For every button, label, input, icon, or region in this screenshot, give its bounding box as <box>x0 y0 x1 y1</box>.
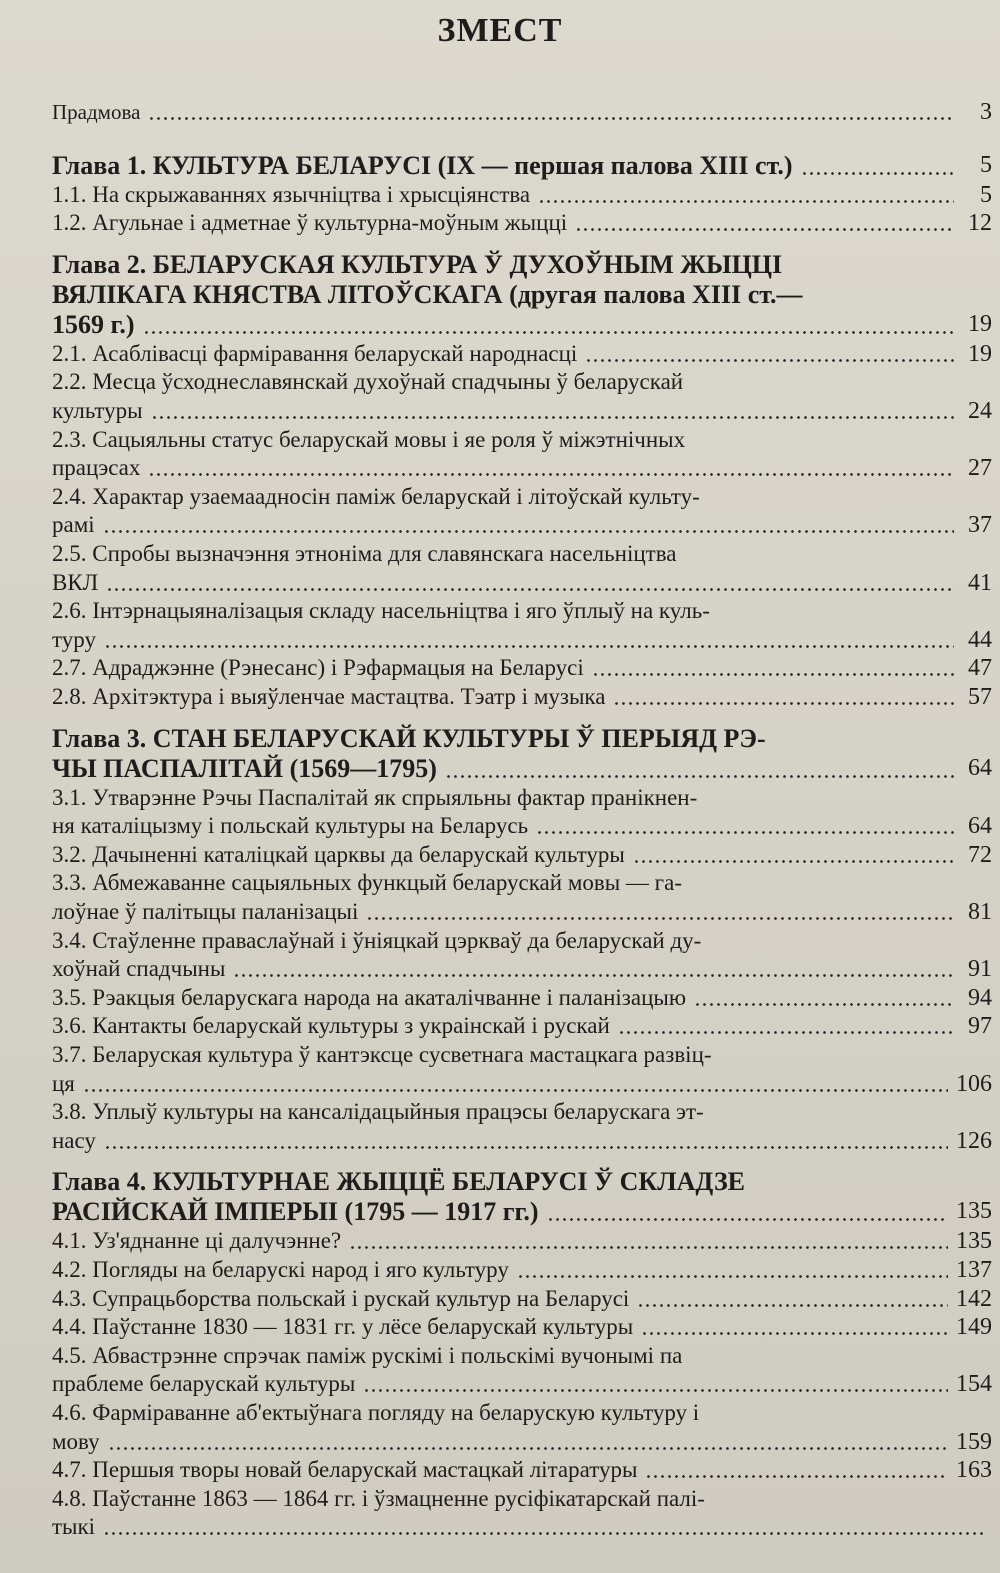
toc-line-text: 3.8. Уплыў культуры на кансалідацыйныя працэсы беларускага эт- <box>52 1099 704 1125</box>
toc-line-text: 4.4. Паўстанне 1830 — 1831 гг. у лёсе беларускай культуры <box>52 1314 634 1340</box>
page-number: 19 <box>968 310 992 337</box>
toc-line <box>52 1167 992 1197</box>
dot-leader <box>148 473 954 476</box>
dot-leader <box>585 359 954 362</box>
page-number: 24 <box>968 398 992 424</box>
toc-line-text: 1.2. Агульнае і адметнае ў культурна-моўным жыцці <box>52 210 568 236</box>
dot-leader <box>575 228 954 231</box>
toc-line <box>52 511 992 539</box>
toc-line-text: 3.3. Абмежаванне сацыяльных функцый беларускай мовы — га- <box>52 870 682 896</box>
toc-line <box>52 955 992 983</box>
dot-leader <box>536 831 954 834</box>
dot-leader <box>641 1332 948 1335</box>
page-number: 64 <box>968 754 992 781</box>
toc-line-text: культуры <box>52 398 143 423</box>
dot-leader <box>143 331 954 334</box>
dot-leader <box>104 1146 948 1149</box>
toc-line <box>52 1041 992 1069</box>
page-number: 106 <box>956 1070 992 1097</box>
dot-leader <box>103 530 954 533</box>
toc-line <box>52 654 992 682</box>
toc-line-text: 2.1. Асаблівасці фарміравання беларускай народнасці <box>52 340 578 366</box>
toc-line-text: 4.2. Погляды на беларускі народ і яго культуру <box>52 1257 509 1282</box>
page-number: 64 <box>968 813 992 840</box>
dot-leader <box>233 974 954 977</box>
toc-line <box>52 280 992 310</box>
toc-line-text: 4.5. Абвастрэнне спрэчак паміж рускімі і польскімі вучонымі па <box>52 1342 683 1368</box>
toc-line <box>52 1227 992 1255</box>
toc-line <box>52 1197 992 1227</box>
toc-line <box>52 1098 992 1126</box>
toc-line-text: 1.1. На скрыжаваннях язычніцтва і хрысціянства <box>52 181 531 207</box>
dot-leader <box>547 1218 948 1221</box>
toc-line-text: 3.5. Рэакцыя беларускага народа на акаталічванне і паланізацыю <box>52 984 687 1010</box>
dot-leader <box>633 860 954 863</box>
page-number: 72 <box>968 841 992 868</box>
toc-line <box>52 927 992 955</box>
toc-line-text: 2.5. Спробы вызначэння этноніма для славянскага насельніцтва <box>52 541 677 566</box>
page-number: 81 <box>968 899 992 925</box>
toc-line-text: 3.4. Стаўленне праваслаўнай і ўніяцкай цэркваў да беларускай ду- <box>52 927 702 953</box>
toc-line-text: 4.3. Супрацьборства польскай і рускай культур на Беларусі <box>52 1285 630 1311</box>
toc-line <box>52 1456 992 1484</box>
toc-line-text: 1569 г.) <box>52 309 135 339</box>
toc-line-text: Глава 3. СТАН БЕЛАРУСКАЙ КУЛЬТУРЫ Ў ПЕРЫЯД РЭ- <box>52 723 766 753</box>
toc-line <box>52 984 992 1012</box>
page-number: 159 <box>956 1428 992 1455</box>
toc-line-text: РАСІЙСКАЙ ІМПЕРЫІ (1795 — 1917 гг.) <box>52 1197 539 1227</box>
toc-line-text: насу <box>52 1127 96 1153</box>
toc-line <box>52 397 992 425</box>
page-number: 3 <box>980 99 992 125</box>
page-number: 135 <box>956 1198 992 1225</box>
toc-line <box>52 1428 992 1456</box>
toc-line <box>52 310 992 340</box>
toc-line-text: туру <box>52 626 96 652</box>
toc-line-text: 2.6. Інтэрнацыяналізацыя складу насельніцтва і яго ўплыў на куль- <box>52 598 710 624</box>
toc-line-text: 4.6. Фарміраванне аб'ектыўнага погляду на беларускую культуру і <box>52 1400 700 1425</box>
dot-leader <box>104 645 954 648</box>
page-number: 12 <box>968 210 992 237</box>
toc-line-text: праблеме беларускай культуры <box>52 1371 356 1397</box>
dot-leader <box>637 1304 948 1307</box>
dot-leader <box>517 1275 948 1278</box>
toc-line <box>52 540 992 568</box>
dot-leader <box>645 1475 948 1478</box>
toc-line-text: мову <box>52 1428 100 1454</box>
toc-line-text: 4.7. Першыя творы новай беларускай мастацкай літаратуры <box>52 1457 638 1483</box>
dot-leader <box>801 172 954 175</box>
page-number: 44 <box>968 626 992 653</box>
toc-line <box>52 98 992 126</box>
dot-leader <box>349 1246 948 1249</box>
dot-leader <box>103 1532 984 1535</box>
toc-line <box>52 754 992 784</box>
toc-line-text: ня каталіцызму і польскай культуры на Беларусь <box>52 813 529 839</box>
page-number: 41 <box>968 569 992 596</box>
dot-leader <box>83 1089 948 1092</box>
toc-line <box>52 1256 992 1284</box>
toc-line-text: рамі <box>52 512 95 538</box>
toc-line <box>52 1485 992 1513</box>
toc-line <box>52 483 992 511</box>
page-number: 37 <box>968 512 992 539</box>
page-number: 57 <box>968 684 992 710</box>
toc-line <box>52 1070 992 1098</box>
page-title: ЗМЕСТ <box>437 12 563 49</box>
toc-line-text: тыкі <box>52 1514 96 1540</box>
dot-leader <box>106 588 954 591</box>
toc-line-text: 4.8. Паўстанне 1863 — 1864 гг. і ўзмацненне русіфікатарскай палі- <box>52 1485 705 1511</box>
toc-line-text: 4.1. Уз'яднанне ці далучэнне? <box>52 1228 342 1254</box>
page-number: 149 <box>956 1314 992 1341</box>
toc-line-text: хоўнай спадчыны <box>52 956 226 982</box>
toc-line <box>52 454 992 482</box>
toc-line-text: 3.1. Утварэнне Рэчы Паспалітай як спрыяльны фактар пранікнен- <box>52 784 698 810</box>
toc-line-text: 3.7. Беларуская культура ў кантэксце сусветнага мастацкага развіц- <box>52 1042 712 1067</box>
dot-leader <box>694 1003 954 1006</box>
dot-leader <box>366 917 954 920</box>
dot-leader <box>445 775 954 778</box>
dot-leader <box>108 1447 948 1450</box>
dot-leader <box>592 673 954 676</box>
toc-line <box>52 841 992 869</box>
dot-leader <box>613 702 954 705</box>
dot-leader <box>538 200 954 203</box>
dot-leader <box>151 416 954 419</box>
toc-line <box>52 181 992 209</box>
toc-line <box>52 340 992 368</box>
toc-line <box>52 1313 992 1341</box>
toc-line <box>52 784 992 812</box>
page-number: 19 <box>968 340 992 367</box>
toc-line <box>52 151 992 181</box>
toc-line-text: ВЯЛІКАГА КНЯСТВА ЛІТОЎСКАГА (другая палова XIII ст.— <box>52 279 803 309</box>
toc-line-text: Глава 4. КУЛЬТУРНАЕ ЖЫЦЦЁ БЕЛАРУСІ Ў СКЛАДЗЕ <box>52 1167 746 1197</box>
toc-line-text: 2.2. Месца ўсходнеславянскай духоўнай спадчыны ў беларускай <box>52 369 684 395</box>
toc-line-text: ВКЛ <box>52 569 99 595</box>
toc-line <box>52 597 992 625</box>
page-number: 91 <box>968 956 992 983</box>
toc-line <box>52 426 992 454</box>
dot-leader <box>363 1389 948 1392</box>
toc-line <box>52 869 992 897</box>
toc-line <box>52 569 992 597</box>
toc-line <box>52 812 992 840</box>
page-number: 163 <box>956 1457 992 1484</box>
toc-line-text: 2.7. Адраджэнне (Рэнесанс) і Рэфармацыя на Беларусі <box>52 655 584 681</box>
toc-line-text: 3.2. Дачыненні каталіцкай царквы да беларускай культуры <box>52 841 625 867</box>
toc-line <box>52 368 992 396</box>
toc-line-text: 2.4. Характар узаемаадносін паміж беларускай і літоўскай культу- <box>52 483 700 509</box>
toc-line-text: ЧЫ ПАСПАЛІТАЙ (1569—1795) <box>52 753 437 783</box>
page-number: 5 <box>980 151 992 178</box>
toc-line <box>52 1370 992 1398</box>
page-number: 142 <box>956 1285 992 1312</box>
toc-line <box>52 1127 992 1155</box>
toc-line <box>52 1285 992 1313</box>
toc-line <box>52 683 992 711</box>
toc-line-text: ця <box>52 1070 75 1096</box>
toc-line <box>52 1342 992 1370</box>
toc-line <box>52 1012 992 1040</box>
toc-line <box>52 898 992 926</box>
toc-line-text: працэсах <box>52 455 141 481</box>
toc-line <box>52 1513 992 1541</box>
toc-line-text: 2.8. Архітэктура і выяўленчае мастацтва. Тэатр і музыка <box>52 684 606 709</box>
page-number: 27 <box>968 455 992 482</box>
toc-line <box>52 209 992 237</box>
dot-leader <box>148 117 954 120</box>
toc-line-text: Глава 2. БЕЛАРУСКАЯ КУЛЬТУРА Ў ДУХОЎНЫМ ЖЫЦЦІ <box>52 249 783 279</box>
toc-line-text: Глава 1. КУЛЬТУРА БЕЛАРУСІ (IX — першая палова XIII ст.) <box>52 150 793 180</box>
page-number: 154 <box>956 1371 992 1398</box>
page-number: 135 <box>956 1228 992 1255</box>
page-number: 137 <box>956 1257 992 1283</box>
toc-line <box>52 1399 992 1427</box>
page-number: 97 <box>968 1013 992 1040</box>
toc-line-text: 2.3. Сацыяльны статус беларускай мовы і яе роля ў міжэтнічных <box>52 426 686 452</box>
page-number: 94 <box>968 984 992 1011</box>
page-number: 47 <box>968 655 992 682</box>
toc-line-text: 3.6. Кантакты беларускай культуры з украінскай і рускай <box>52 1013 610 1039</box>
toc-line-text: Прадмова <box>52 100 141 124</box>
toc-line-text: лоўнае ў палітыцы паланізацыі <box>52 899 359 924</box>
toc-line <box>52 250 992 280</box>
dot-leader <box>618 1031 954 1034</box>
toc-line <box>52 724 992 754</box>
page-number: 126 <box>956 1127 992 1154</box>
page-number: 5 <box>980 181 992 208</box>
toc-line <box>52 626 992 654</box>
